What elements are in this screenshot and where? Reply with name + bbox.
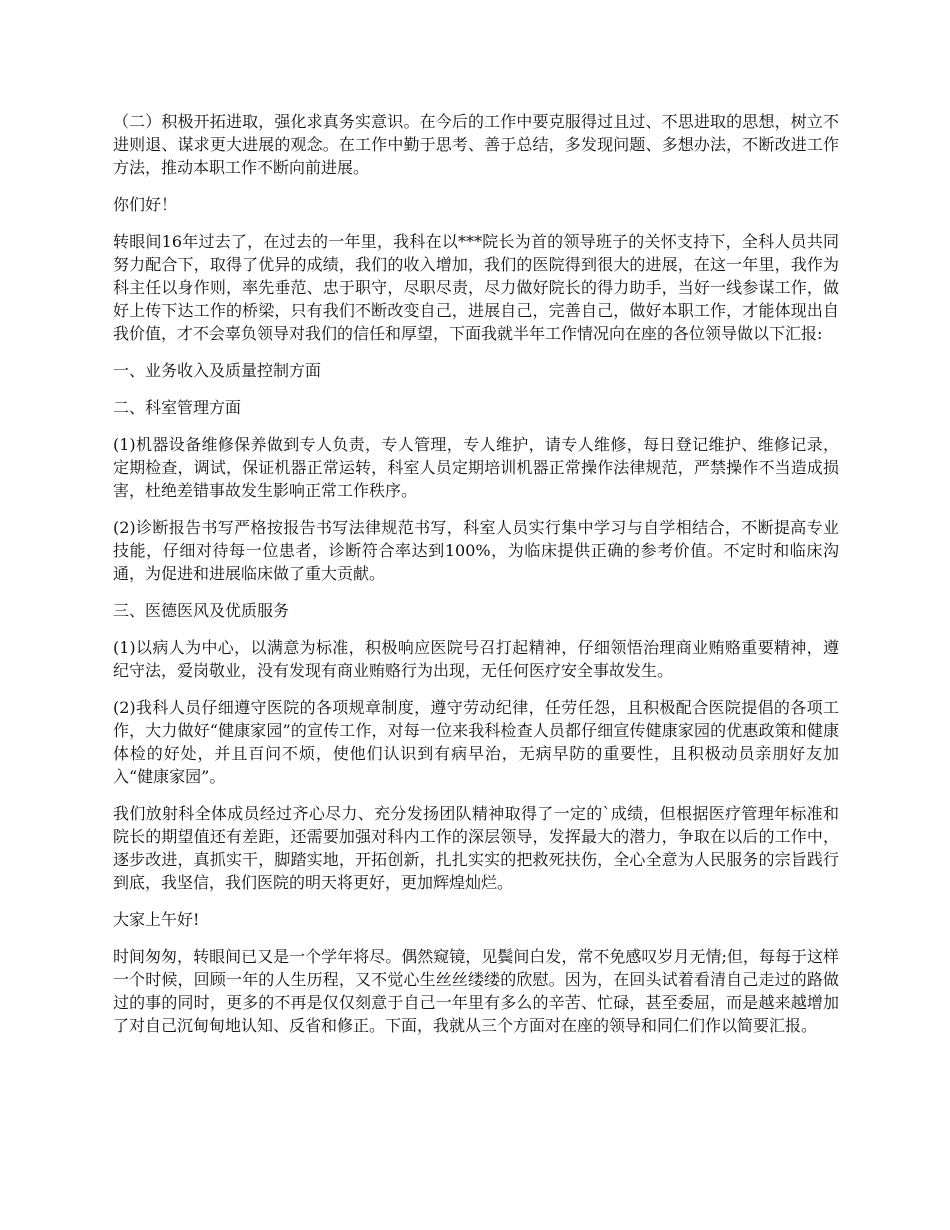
paragraph-diagnosis-reports: (2)诊断报告书写严格按报告书写法律规范书写，科室人员实行集中学习与自学相结合，不断提高专业技能，仔细对待每一位患者，诊断符合率达到100%，为临床提供正确的参考价值。不定时和临床沟通，为促进和进展临床做了重大贡献。: [113, 518, 839, 583]
heading-medical-ethics: 三、医德医风及优质服务: [113, 601, 290, 620]
paragraph-rules-compliance: (2)我科人员仔细遵守医院的各项规章制度，遵守劳动纪律，任劳任怨，且积极配合医院提倡的各项工作，大力做好“健康家园”的宣传工作，对每一位来我科检查人员都仔细宣传健康家园的优惠政策和健康体检的好处，并且百问不烦，使他们认识到有病早治，无病早防的重要性，且积极动员亲朋好友加入“健康家园”。: [113, 698, 839, 786]
paragraph-patient-centered: (1)以病人为中心，以满意为标准，积极响应医院号召打起精神，仔细领悟治理商业贿赂重要精神，遵纪守法，爱岗敬业，没有发现有商业贿赂行为出现，无任何医疗安全事故发生。: [113, 638, 839, 680]
paragraph-radiology-summary: 我们放射科全体成员经过齐心尽力、充分发扬团队精神取得了一定的`成绩，但根据医疗管理年标准和院长的期望值还有差距，还需要加强对科内工作的深层领导，发挥最大的潜力，争取在以后的工作中，逐步改进，真抓实干，脚踏实地，开拓创新，扎扎实实的把救死扶伤，全心全意为人民服务的宗旨践行到底，我坚信，我们医院的明天将更好，更加辉煌灿烂。: [113, 804, 839, 892]
paragraph-greeting-1: 你们好！: [113, 195, 178, 214]
paragraph-equipment-maintenance: (1)机器设备维修保养做到专人负责，专人管理，专人维护，请专人维修，每日登记维护、维修记录，定期检查，调试，保证机器正常运转，科室人员定期培训机器正常操作法律规范，严禁操作不当造成损害，杜绝差错事故发生影响正常工作秩序。: [113, 435, 839, 500]
heading-department-management: 二、科室管理方面: [113, 398, 242, 417]
document-page: [113, 110, 839, 1051]
heading-business-income: 一、业务收入及质量控制方面: [113, 361, 322, 380]
paragraph-greeting-2: 大家上午好!: [113, 910, 200, 929]
paragraph-intro-section-two: （二）积极开拓进取，强化求真务实意识。在今后的工作中要克服得过且过、不思进取的思想，树立不进则退、谋求更大进展的观念。在工作中勤于思考、善于总结，多发现问题、多想办法，不断改进工作方法，推动本职工作不断向前进展。: [113, 112, 839, 177]
paragraph-year-review: 转眼间16年过去了，在过去的一年里，我科在以***院长为首的领导班子的关怀支持下，全科人员共同努力配合下，取得了优异的成绩，我们的收入增加，我们的医院得到很大的进展，在这一年里，我作为科主任以身作则，率先垂范、忠于职守，尽职尽责，尽力做好院长的得力助手，当好一线参谋工作，做好上传下达工作的桥梁，只有我们不断改变自己，进展自己，完善自己，做好本职工作，才能体现出自我价值，才不会辜负领导对我们的信任和厚望，下面我就半年工作情况向在座的各位领导做以下汇报:: [113, 232, 839, 343]
paragraph-time-reflection: 时间匆匆，转眼间已又是一个学年将尽。偶然窥镜，见鬓间白发，常不免感叹岁月无情;但，每每于这样一个时候，回顾一年的人生历程，又不觉心生丝丝缕缕的欣慰。因为，在回头试着看清自己走过的路做过的事的同时，更多的不再是仅仅刻意于自己一年里有多么的辛苦、忙碌，甚至委屈，而是越来越增加了对自己沉甸甸地认知、反省和修正。下面，我就从三个方面对在座的领导和同仁们作以简要汇报。: [113, 947, 839, 1035]
